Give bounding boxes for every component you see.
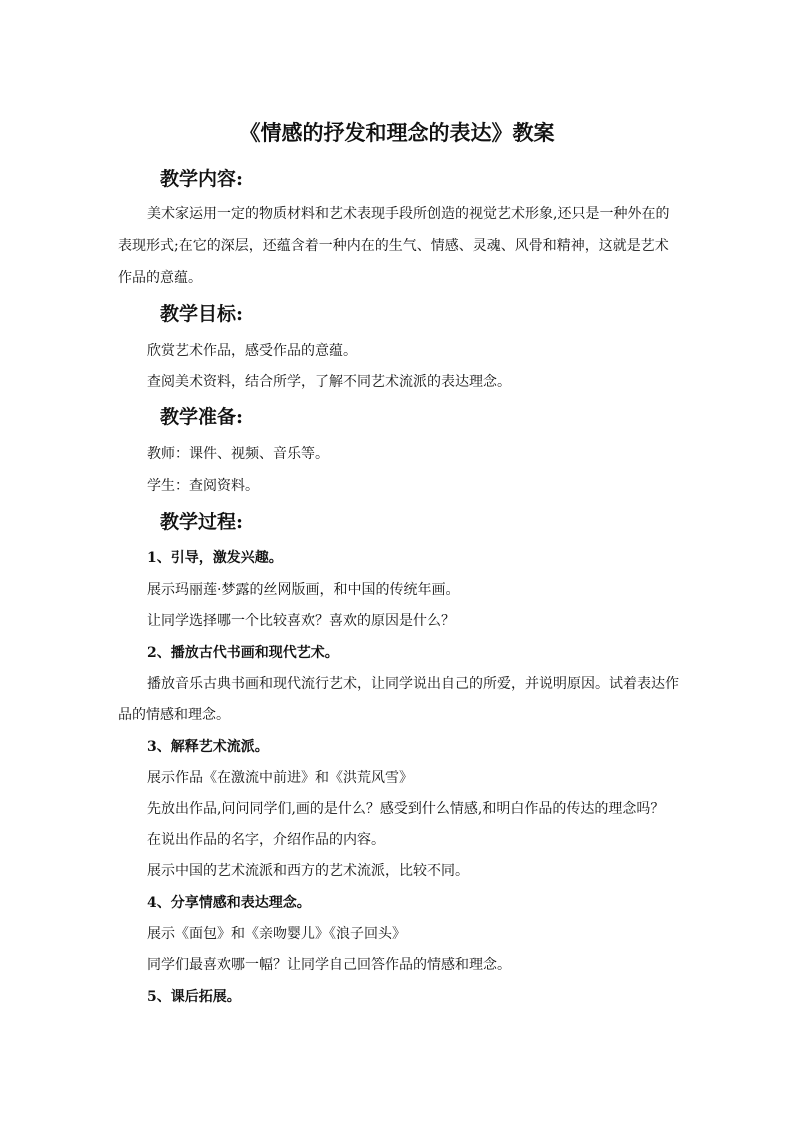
step-title: 2、播放古代书画和现代艺术。 [147, 645, 339, 661]
paragraph-line: 学生：查阅资料。 [147, 478, 259, 494]
paragraph-line: 表现形式;在它的深层，还蕴含着一种内在的生气、情感、灵魂、风骨和精神，这就是艺术 [118, 238, 669, 254]
paragraph-line: 播放音乐古典书画和现代流行艺术，让同学说出自己的所爱，并说明原因。试着表达作 [147, 676, 679, 692]
step-title: 3、解释艺术流派。 [147, 739, 269, 755]
paragraph-line: 展示中国的艺术流派和西方的艺术流派，比较不同。 [147, 863, 469, 879]
paragraph-line: 展示作品《在激流中前进》和《洪荒风雪》 [147, 770, 413, 786]
section-heading-prep: 教学准备: [160, 406, 244, 428]
paragraph-line: 品的情感和理念。 [118, 707, 230, 723]
paragraph-line: 展示玛丽莲·梦露的丝网版画，和中国的传统年画。 [147, 582, 460, 598]
paragraph-line: 同学们最喜欢哪一幅？让同学自己回答作品的情感和理念。 [147, 957, 511, 973]
document-title: 《情感的抒发和理念的表达》教案 [239, 120, 555, 145]
paragraph-line: 查阅美术资料，结合所学，了解不同艺术流派的表达理念。 [147, 374, 511, 390]
step-title: 1、引导，激发兴趣。 [147, 550, 283, 566]
paragraph-line: 让同学选择哪一个比较喜欢？喜欢的原因是什么？ [147, 613, 455, 629]
section-heading-process: 教学过程: [160, 511, 244, 533]
paragraph-line: 教师：课件、视频、音乐等。 [147, 446, 329, 462]
paragraph-line: 作品的意蕴。 [118, 270, 202, 286]
paragraph-line: 美术家运用一定的物质材料和艺术表现手段所创造的视觉艺术形象,还只是一种外在的 [147, 206, 670, 222]
paragraph-line: 在说出作品的名字，介绍作品的内容。 [147, 832, 385, 848]
paragraph-line: 欣赏艺术作品，感受作品的意蕴。 [147, 343, 357, 359]
step-title: 4、分享情感和表达理念。 [147, 895, 311, 911]
section-heading-goals: 教学目标: [160, 303, 244, 325]
section-heading-content: 教学内容: [160, 168, 244, 190]
step-title: 5、课后拓展。 [147, 989, 241, 1005]
paragraph-line: 先放出作品,问问同学们,画的是什么？感受到什么情感,和明白作品的传达的理念吗？ [147, 801, 665, 817]
paragraph-line: 展示《面包》和《亲吻婴儿》《浪子回头》 [147, 926, 406, 942]
